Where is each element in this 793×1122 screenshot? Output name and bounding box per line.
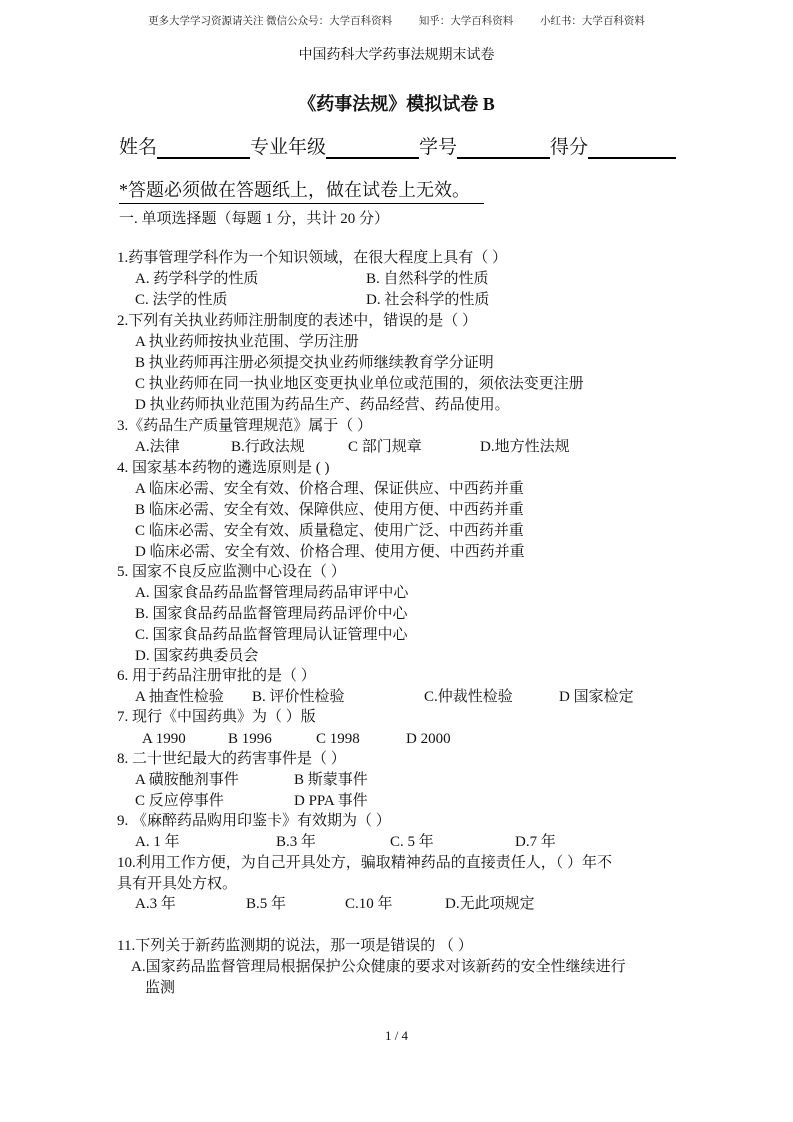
question-9: 9. 《麻醉药品购用印鉴卡》有效期为（ ）: [117, 813, 391, 829]
question-2: 2.下列有关执业药师注册制度的表述中，错误的是（ ）: [117, 313, 478, 329]
q5-option-c: C. 国家食品药品监督管理局认证管理中心: [135, 627, 408, 643]
id-blank[interactable]: [457, 137, 550, 159]
score-label: 得分: [550, 137, 589, 158]
question-11: 11.下列关于新药监测期的说法，那一项是错误的 （ ）: [117, 938, 473, 954]
q9-option-a: A. 1 年: [135, 834, 180, 850]
question-7: 7. 现行《中国药典》为（ ）版: [117, 709, 316, 725]
q1-option-c: C. 法学的性质: [135, 292, 228, 308]
zhihu-text: 知乎：大学百科资料: [418, 16, 514, 27]
q2-option-c: C 执业药师在同一执业地区变更执业单位或范围的，须依法变更注册: [135, 376, 584, 392]
question-5: 5. 国家不良反应监测中心设在（ ）: [117, 564, 346, 580]
promo-text: 更多大学学习资源请关注 微信公众号：大学百科资料: [148, 16, 393, 27]
question-10-continued: 具有开具处方权。: [117, 876, 238, 892]
q1-option-a: A. 药学科学的性质: [135, 271, 259, 287]
q11-option-a: A.国家药品监督管理局根据保护公众健康的要求对该新药的安全性继续进行: [131, 959, 626, 975]
student-info-fields: [119, 132, 676, 159]
q2-option-b: B 执业药师再注册必须提交执业药师继续教育学分证明: [135, 355, 494, 371]
promo-header: [0, 13, 793, 28]
major-label: 专业年级: [250, 137, 327, 158]
q8-option-a: A 磺胺酏剂事件: [135, 772, 239, 788]
exam-title: 《药事法规》模拟试卷 B: [298, 94, 495, 114]
q3-option-d: D.地方性法规: [480, 439, 570, 455]
q2-option-d: D 执业药师执业范围为药品生产、药品经营、药品使用。: [135, 397, 510, 413]
exam-subtitle: 中国药科大学药事法规期末试卷: [298, 48, 495, 63]
q6-option-a: A 抽查性检验: [135, 689, 224, 705]
q4-option-a: A 临床必需、安全有效、价格合理、保证供应、中西药并重: [135, 481, 524, 497]
q4-option-d: D 临床必需、安全有效、价格合理、使用方便、中西药并重: [135, 544, 525, 560]
major-blank[interactable]: [326, 137, 419, 159]
q5-option-b: B. 国家食品药品监督管理局药品评价中心: [135, 606, 408, 622]
question-10: 10.利用工作方便，为自己开具处方，骗取精神药品的直接责任人，（ ）年不: [117, 855, 613, 871]
answer-notice: *答题必须做在答题纸上，做在试卷上无效。: [119, 176, 484, 204]
name-blank[interactable]: [157, 137, 250, 159]
question-6: 6. 用于药品注册审批的是（ ）: [117, 668, 316, 684]
q7-option-b: B 1996: [228, 731, 272, 747]
q10-option-c: C.10 年: [345, 896, 393, 912]
q3-option-c: C 部门规章: [348, 439, 422, 455]
q8-option-d: D PPA 事件: [294, 793, 368, 809]
q5-option-d: D. 国家药典委员会: [135, 648, 259, 664]
q8-option-c: C 反应停事件: [135, 793, 224, 809]
q9-option-d: D.7 年: [515, 834, 556, 850]
q10-option-d: D.无此项规定: [445, 896, 535, 912]
question-8: 8. 二十世纪最大的药害事件是（ ）: [117, 751, 346, 767]
q11-option-a-continued: 监测: [145, 980, 176, 996]
q8-option-b: B 斯蒙事件: [294, 772, 368, 788]
q5-option-a: A. 国家食品药品监督管理局药品审评中心: [135, 585, 409, 601]
q6-option-c: C.仲裁性检验: [424, 689, 513, 705]
q7-option-c: C 1998: [316, 731, 360, 747]
q6-option-b: B. 评价性检验: [252, 689, 345, 705]
score-blank[interactable]: [588, 137, 676, 159]
q7-option-d: D 2000: [406, 731, 451, 747]
q1-option-b: B. 自然科学的性质: [366, 271, 489, 287]
q3-option-a: A.法律: [135, 439, 180, 455]
id-label: 学号: [419, 137, 458, 158]
question-3: 3.《药品生产质量管理规范》属于（ ）: [117, 418, 373, 434]
q2-option-a: A 执业药师按执业范围、学历注册: [135, 334, 359, 350]
q10-option-a: A.3 年: [135, 896, 176, 912]
xiaohongshu-text: 小红书：大学百科资料: [539, 16, 645, 27]
q9-option-b: B.3 年: [276, 834, 317, 850]
q9-option-c: C. 5 年: [390, 834, 434, 850]
question-4: 4. 国家基本药物的遴选原则是 ( ): [117, 460, 330, 476]
q3-option-b: B.行政法规: [231, 439, 305, 455]
q6-option-d: D 国家检定: [559, 689, 634, 705]
section-heading: 一. 单项选择题（每题 1 分，共计 20 分）: [119, 211, 390, 227]
q4-option-c: C 临床必需、安全有效、质量稳定、使用广泛、中西药并重: [135, 523, 524, 539]
q10-option-b: B.5 年: [246, 896, 287, 912]
page-number: 1 / 4: [384, 1028, 409, 1043]
q7-option-a: A 1990: [142, 731, 186, 747]
q4-option-b: B 临床必需、安全有效、保障供应、使用方便、中西药并重: [135, 502, 524, 518]
question-1: 1.药事管理学科作为一个知识领域，在很大程度上具有（ ）: [117, 250, 508, 266]
name-label: 姓名: [119, 137, 158, 158]
q1-option-d: D. 社会科学的性质: [366, 292, 490, 308]
